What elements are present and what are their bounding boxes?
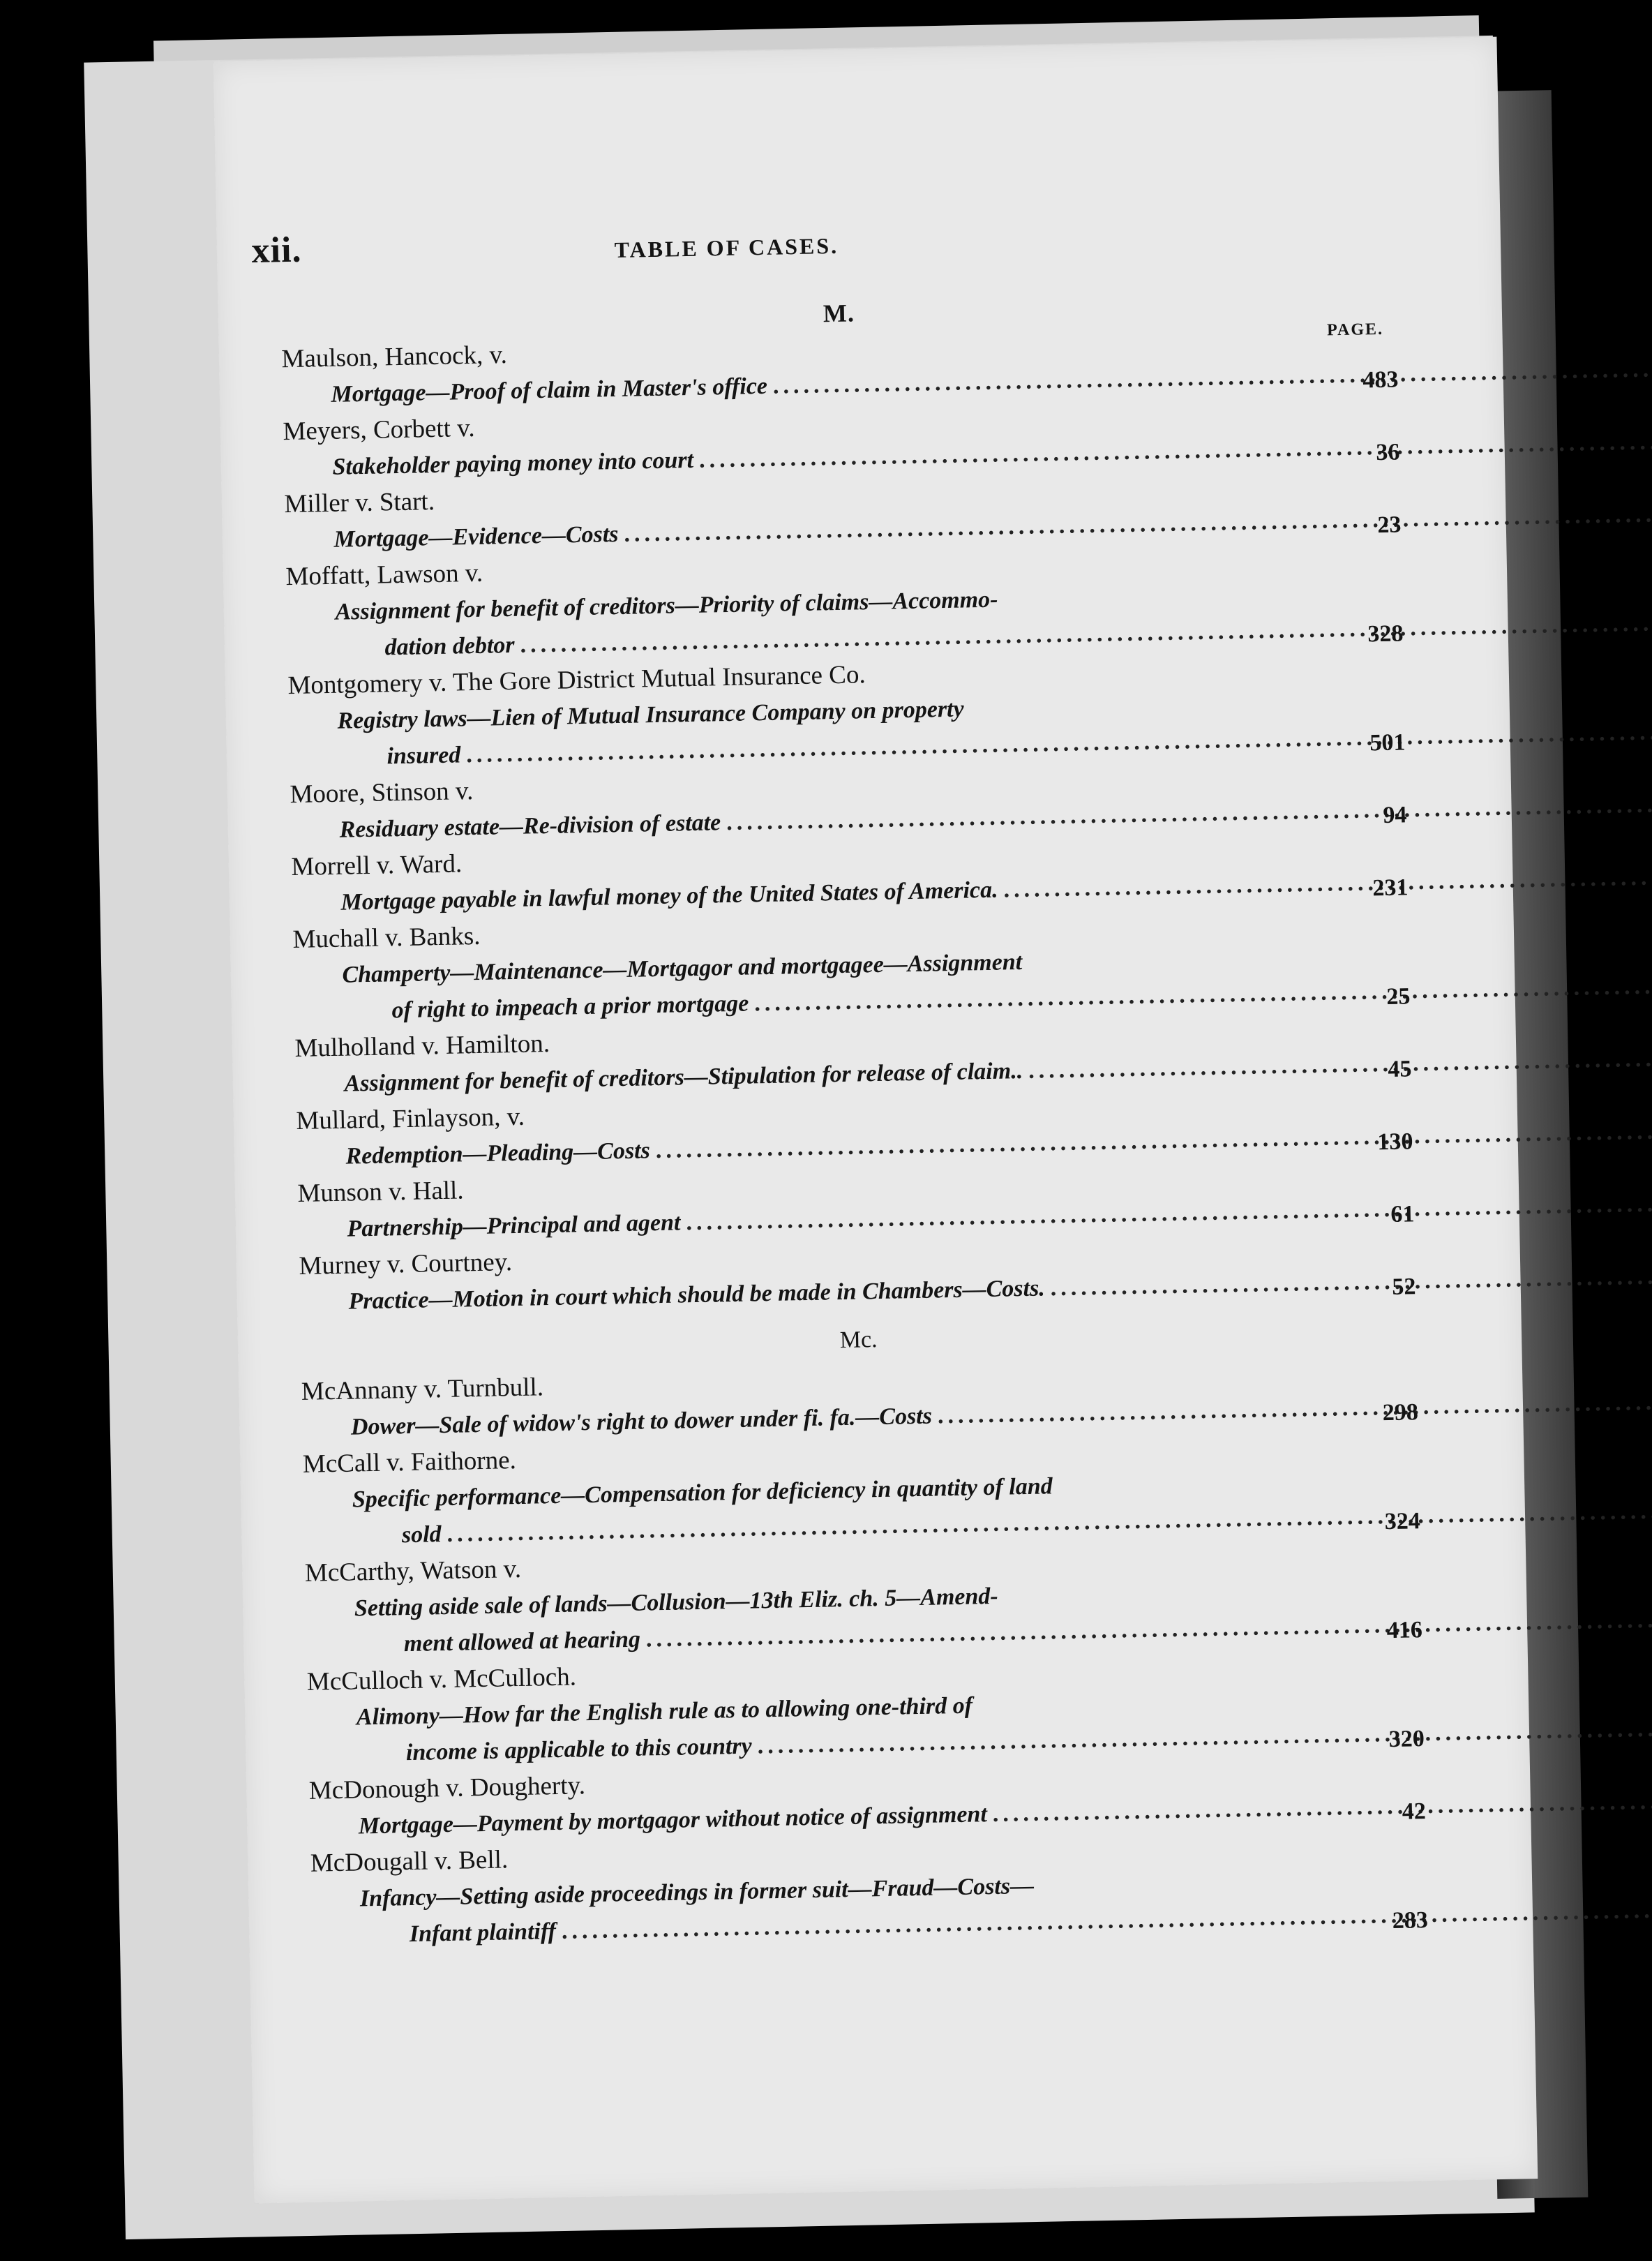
- case-title: Moore, Stinson v.: [290, 777, 474, 809]
- page-reference: 52: [1392, 1274, 1416, 1300]
- description-text: of right to impeach a prior mortgage: [391, 990, 749, 1024]
- page-reference: 231: [1372, 874, 1409, 902]
- running-title: TABLE OF CASES.: [614, 232, 839, 263]
- page-reference: 501: [1369, 729, 1406, 756]
- page-reference: 94: [1383, 802, 1407, 829]
- description-text: Redemption—Pleading—Costs: [345, 1137, 651, 1170]
- case-title: McAnnany v. Turnbull.: [301, 1373, 544, 1406]
- description-line: Infancy—Setting aside proceedings in former suit—Fraud—Costs—: [359, 1872, 1035, 1912]
- case-title: McCarthy, Watson v.: [304, 1554, 522, 1588]
- case-title: Moffatt, Lawson v.: [285, 558, 483, 592]
- page-reference: 25: [1386, 983, 1411, 1010]
- case-title: Munson v. Hall.: [297, 1176, 464, 1208]
- case-title: Muchall v. Banks.: [292, 921, 481, 955]
- page-reference: 42: [1402, 1798, 1427, 1825]
- page-column-label: PAGE.: [1326, 320, 1384, 340]
- page-reference: 416: [1386, 1617, 1423, 1644]
- description-line: Setting aside sale of lands—Collusion—13th Eliz. ch. 5—Amend-: [354, 1583, 999, 1622]
- page-reference: 130: [1377, 1128, 1413, 1156]
- page-reference: 324: [1384, 1508, 1421, 1535]
- section-heading: Mc.: [839, 1327, 878, 1354]
- description-line: Assignment for benefit of creditors—Priority of claims—Accommo-: [335, 586, 998, 625]
- description-line: Alimony—How far the English rule as to allowing one-third of: [356, 1692, 973, 1731]
- case-title: McDonough v. Dougherty.: [308, 1771, 586, 1805]
- case-title: Maulson, Hancock, v.: [281, 340, 508, 374]
- description-text: Assignment for benefit of creditors—Stipulation for release of claim..: [344, 1057, 1023, 1097]
- case-title: Morrell v. Ward.: [291, 849, 463, 882]
- description-text: Mortgage payable in lawful money of the United States of America.: [340, 876, 998, 916]
- description-text: dation debtor: [384, 632, 515, 661]
- description-text: Mortgage—Proof of claim in Master's office: [331, 373, 768, 408]
- description-text: Practice—Motion in court which should be made in Chambers—Costs.: [348, 1275, 1046, 1315]
- page-reference: 23: [1377, 512, 1402, 539]
- page-number: xii.: [251, 230, 303, 271]
- page-reference: 61: [1390, 1201, 1415, 1227]
- description-text: Mortgage—Payment by mortgagor without notice of assignment: [358, 1801, 988, 1840]
- description-line: Registry laws—Lien of Mutual Insurance Company on property: [337, 696, 964, 734]
- description-text: Stakeholder paying money into court: [332, 447, 694, 480]
- section-heading: M. PAGE.: [253, 285, 1397, 341]
- case-title: McCall v. Faithorne.: [302, 1446, 517, 1479]
- case-title: Mullard, Finlayson, v.: [296, 1102, 525, 1135]
- page-reference: 45: [1388, 1056, 1412, 1082]
- case-title: McDougall v. Bell.: [310, 1845, 509, 1878]
- description-text: Infant plaintiff: [409, 1918, 557, 1948]
- case-title: Montgomery v. The Gore District Mutual Insurance Co.: [287, 660, 866, 701]
- page-reference: 328: [1367, 620, 1404, 648]
- case-index: [253, 285, 1428, 1955]
- case-title: Meyers, Corbett v.: [283, 413, 475, 447]
- case-title: Mulholland v. Hamilton.: [294, 1029, 550, 1064]
- page-reference: 283: [1392, 1907, 1429, 1934]
- description-text: Mortgage—Evidence—Costs: [333, 521, 619, 553]
- page-content: [251, 209, 1428, 1955]
- description-text: income is applicable to this country: [405, 1733, 753, 1766]
- page-reference: 298: [1382, 1399, 1419, 1426]
- case-title: McCulloch v. McCulloch.: [306, 1662, 577, 1696]
- page-reference: 36: [1376, 439, 1400, 466]
- description-text: Dower—Sale of widow's right to dower under fi. fa.—Costs: [350, 1403, 933, 1440]
- case-title: Miller v. Start.: [284, 487, 435, 519]
- description-text: sold: [401, 1521, 442, 1549]
- case-title: Murney v. Courtney.: [299, 1248, 513, 1281]
- page-reference: 483: [1362, 366, 1399, 394]
- description-text: Partnership—Principal and agent: [347, 1209, 681, 1242]
- description-line: Specific performance—Compensation for deficiency in quantity of land: [352, 1473, 1053, 1513]
- description-text: ment allowed at hearing: [403, 1626, 641, 1657]
- description-text: insured: [386, 742, 461, 770]
- description-line: Champerty—Maintenance—Mortgagor and mortgagee—Assignment: [342, 948, 1023, 988]
- page-reference: 320: [1388, 1726, 1425, 1753]
- description-text: Residuary estate—Re-division of estate: [339, 809, 721, 843]
